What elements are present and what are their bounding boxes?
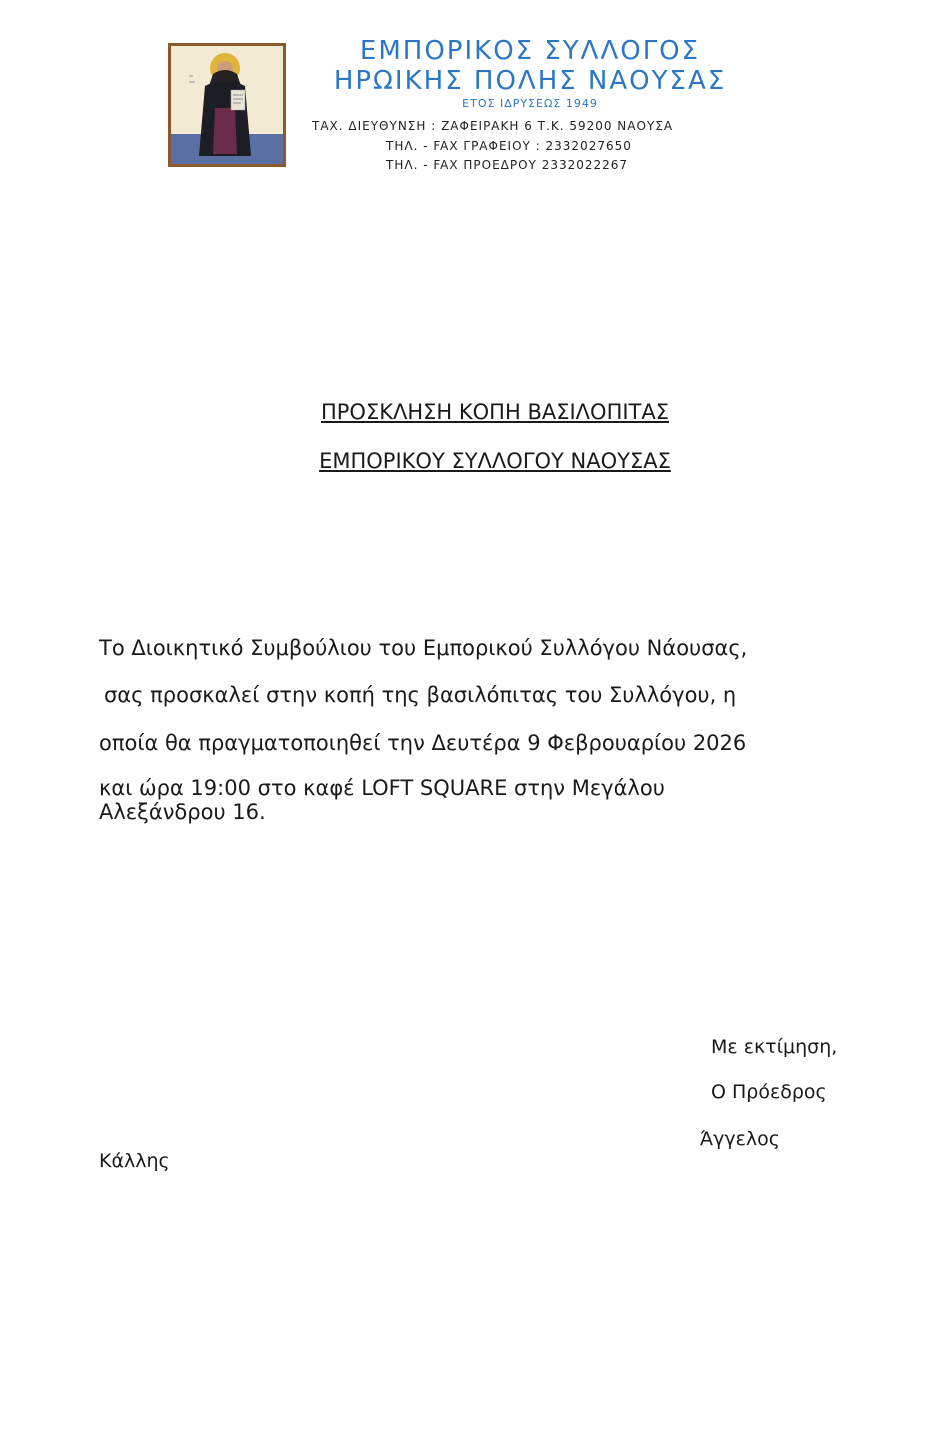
document-title-line1: ΠΡΟΣΚΛΗΣΗ ΚΟΠΗ ΒΑΣΙΛΟΠΙΤΑΣ: [320, 400, 670, 424]
org-office-phone: ΤΗΛ. - FAX ΓΡΑΦΕΙΟΥ : 2332027650: [386, 139, 632, 153]
signatory-last-name: Κάλλης: [99, 1150, 170, 1172]
body-line: σας προσκαλεί στην κοπή της βασιλόπιτας του Συλλόγου, η: [104, 683, 737, 707]
org-address: ΤΑΧ. ΔΙΕΥΘΥΝΣΗ : ΖΑΦΕΙΡΑΚΗ 6 Τ.Κ. 59200 ΝΑΟΥΣΑ: [312, 119, 674, 133]
closing-greeting: Με εκτίμηση,: [711, 1036, 838, 1058]
body-line: Το Διοικητικό Συμβούλιου του Εμπορικού Συλλόγου Νάουσας,: [99, 636, 748, 660]
org-president-phone: ΤΗΛ. - FAX ΠΡΟΕΔΡΟΥ 2332022267: [386, 158, 629, 172]
org-name-line2: ΗΡΩΙΚΗΣ ΠΟΛΗΣ ΝΑΟΥΣΑΣ: [333, 66, 727, 96]
saint-icon: [168, 43, 286, 167]
body-line: και ώρα 19:00 στο καφέ LOFT SQUARE στην Μεγάλου: [99, 776, 665, 800]
org-name-line1: ΕΜΠΟΡΙΚΟΣ ΣΥΛΛΟΓΟΣ: [359, 36, 701, 66]
org-founded: ΕΤΟΣ ΙΔΡΥΣΕΩΣ 1949: [462, 97, 598, 110]
signatory-first-name: Άγγελος: [700, 1128, 780, 1150]
closing-role: Ο Πρόεδρος: [711, 1081, 827, 1103]
document-title-line2: ΕΜΠΟΡΙΚΟΥ ΣΥΛΛΟΓΟΥ ΝΑΟΥΣΑΣ: [319, 449, 671, 473]
body-line: Αλεξάνδρου 16.: [99, 800, 266, 824]
letterhead: [0, 0, 940, 200]
body-line: οποία θα πραγματοποιηθεί την Δευτέρα 9 Φεβρουαρίου 2026: [99, 731, 747, 755]
